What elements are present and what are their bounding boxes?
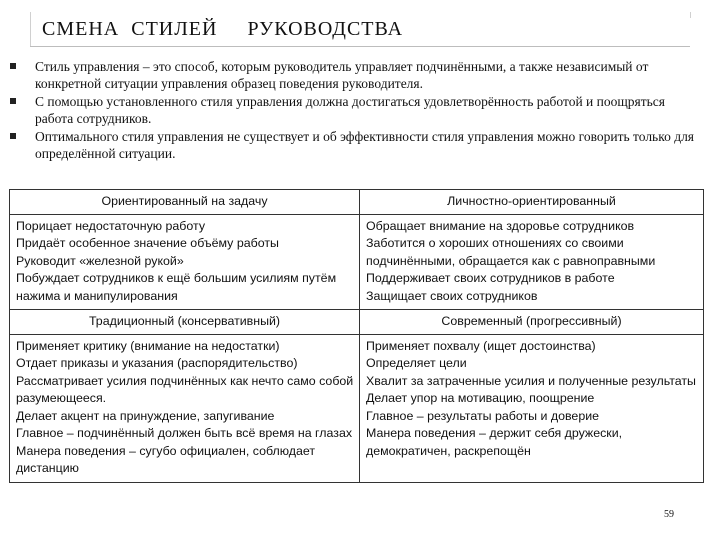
bullet-item [10, 93, 700, 127]
bullet-item [10, 58, 700, 92]
header-person-oriented: Личностно-ориентированный [360, 190, 704, 215]
leadership-styles-table [9, 189, 704, 483]
list-item: Делает упор на мотивацию, поощрение [366, 391, 595, 405]
list-item: Главное – результаты работы и доверие [366, 408, 600, 423]
page-number: 59 [664, 509, 674, 520]
header-traditional: Традиционный (консервативный) [10, 310, 360, 335]
bullet-text: С помощью установленного стиля управления должна достигаться удовлетворённость работой и поощряться работа сотрудников. [35, 94, 665, 126]
table-header-row [10, 310, 704, 335]
list-item: Руководит «железной рукой» [16, 253, 184, 268]
list-item: Манера поведения – держит себя дружески, демократичен, раскрепощён [366, 426, 623, 458]
list-item: Определяет цели [366, 356, 467, 370]
list-item: Поддерживает своих сотрудников в работе [366, 271, 615, 285]
list-item: Манера поведения – сугубо официален, соблюдает дистанцию [16, 443, 316, 475]
modern-cell [360, 334, 704, 482]
list-item: Обращает внимание на здоровье сотрудников [366, 218, 635, 233]
list-item: Заботится о хороших отношениях со своими подчинёнными, обращается как с равноправными [366, 236, 656, 268]
table-row [10, 214, 704, 310]
list-item: Главное – подчинённый должен быть всё время на глазах [16, 426, 353, 440]
list-item: Рассматривает усилия подчинённых как нечто само собой разумеющееся. [16, 373, 354, 405]
list-item: Делает акцент на принуждение, запугивание [16, 408, 275, 423]
title-frame-right [690, 12, 691, 18]
traditional-cell [10, 334, 360, 482]
bullet-text: Оптимального стиля управления не существует и об эффективности стиля управления можно говорить только для определённой ситуации. [35, 129, 695, 161]
square-bullet-icon [10, 98, 16, 104]
bullet-item [10, 128, 700, 162]
header-modern: Современный (прогрессивный) [360, 310, 704, 335]
list-item: Хвалит за затраченные усилия и полученные результаты [366, 373, 696, 388]
list-item: Побуждает сотрудников к ещё большим усилиям путём нажима и манипулирования [16, 271, 337, 303]
bullet-text: Стиль управления – это способ, которым руководитель управляет подчинёнными, а также независимый от конкретной ситуации управления образец поведения руководителя. [35, 59, 649, 91]
table-row [10, 334, 704, 482]
list-item: Применяет похвалу (ищет достоинства) [366, 338, 596, 353]
bullet-list [10, 58, 700, 163]
list-item: Порицает недостаточную работу [16, 218, 206, 233]
list-item: Придаёт особенное значение объёму работы [16, 236, 279, 250]
square-bullet-icon [10, 133, 16, 139]
person-oriented-cell [360, 214, 704, 310]
list-item: Отдает приказы и указания (распорядительство) [16, 356, 298, 370]
task-oriented-cell [10, 214, 360, 310]
list-item: Защищает своих сотрудников [366, 288, 538, 303]
header-task-oriented: Ориентированный на задачу [10, 190, 360, 215]
square-bullet-icon [10, 63, 16, 69]
table-header-row [10, 190, 704, 215]
list-item: Применяет критику (внимание на недостатки) [16, 338, 280, 353]
slide-title: СМЕНА СТИЛЕЙ РУКОВОДСТВА [42, 18, 404, 40]
